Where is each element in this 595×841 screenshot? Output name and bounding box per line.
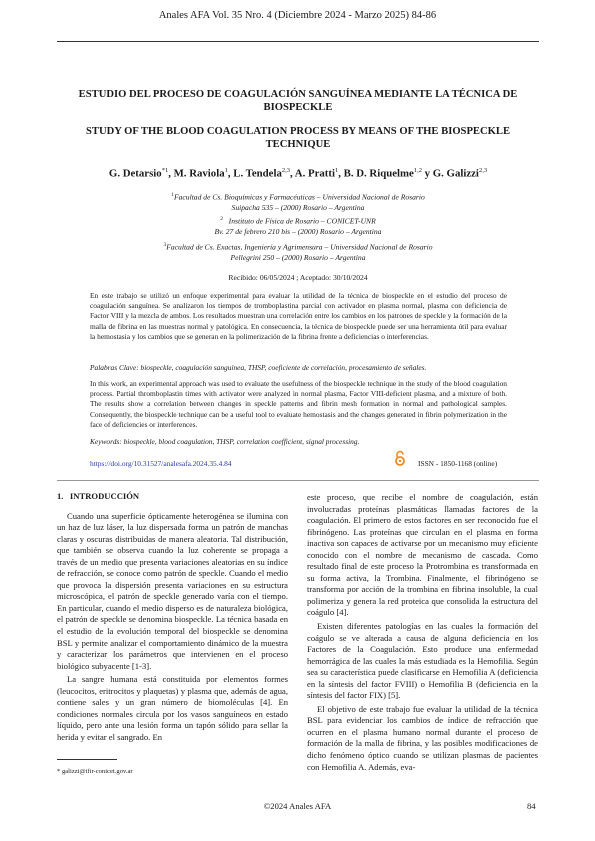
author-name: L. Tendela <box>233 167 282 180</box>
affiliation-1: $^1$Facultad de Cs. Bioquímicas y Farmacéuticas – Universidad Nacional de Rosario Suipacha 535 – (2000) Rosario – Argentina <box>171 192 425 212</box>
author-affiliation-mark: 1 <box>334 167 339 174</box>
section-heading: 1. INTRODUCCIÓN <box>57 491 140 501</box>
journal-header: Anales AFA Vol. 35 Nro. 4 (Diciembre 2024 - Marzo 2025) 84-86 <box>158 10 437 21</box>
paragraph: este proceso, que recibe el nombre de coagulación, están involucradas proteínas plasmáticas llamadas factores de la coagulación. El primero de estos factores en ser reconocido fue el fibrinógeno. Las proteínas que circulan en el plasma en forma inactiva son capaces de activarse por un mecanismo muy eficiente conocido con el nombre de mecanismo de cascada. Como resultado final de este proceso la Protrombina es transformada en su forma activa, la Trombina. Finalmente, el fibrinógeno se transforma por acción de la trombina en fibrina insoluble, la cual polimeriza y genera la red proteica que consolida la estructura del coágulo [4]. <box>307 492 538 618</box>
issn: ISSN - 1850-1168 (online) <box>418 459 498 468</box>
abstract-english: In this work, an experimental approach was used to evaluate the usefulness of the biospeckle technique in the study of the blood coagulation process. Partial thromboplastin times with activator were analyzed in normal plasma, Factor VIII-deficient plasma, and a mixture of both. The results show a correlation between changes in speckle patterns and fibrin mesh formation in normal and pathological samples. Consequently, the biospeckle technique can be a useful tool to evaluate hemostasis and the changes generated in fibrin polymerization in the face of deficiencies or interferences. <box>90 379 507 429</box>
paragraph: La sangre humana está constituida por elementos formes (leucocitos, eritrocitos y plaquetas) y plasma que, además de agua, contiene sales y un gran número de biomoléculas [4]. En condiciones normales circula por los vasos sanguíneos en estado líquido, pero ante una lesión forma un tapón sólido para sellar la herida y evitar el sangrado. En <box>57 674 288 742</box>
author-name: A. Pratti <box>294 167 335 180</box>
keywords-english: Keywords: biospeckle, blood coagulation, THSP, correlation coefficient, signal processing. <box>90 437 360 446</box>
footnote-rule <box>57 759 117 760</box>
doi-link[interactable]: https://doi.org/10.31527/analesafa.2024.35.4.84 <box>90 459 232 468</box>
abstract-spanish: En este trabajo se utilizó un enfoque experimental para evaluar la utilidad de la técnica de biospeckle en el estudio del proceso de coagulación sanguínea. Se analizaron los tiempos de tromboplastina parcial con activador en plasma normal, plasma con deficiencia de Factor VIII y la mezcla de ambos. Los resultados muestran una correlación entre los cambios en los patrones de speckle y la formación de la malla de fibrina en las muestras normal y patológica. En consecuencia, la técnica de biospeckle puede ser una herramienta útil para evaluar la hemostasia y los cambios que se generan en la polimerización de la fibrina frente a deficiencias o interferencias. <box>90 291 507 341</box>
paragraph: Cuando una superficie ópticamente heterogénea se ilumina con un haz de luz láser, la luz dispersada forma un patrón de manchas claras y oscuras distribuidas de manera aleatoria. Tal distribución, que también se observa cuando la luz coherente se propaga a través de un medio que presenta variaciones aleatorias en su índice de refracción, se conoce como patrón de speckle. Cuando el medio que provoca la dispersión presenta variaciones en su estructura microscópica, el patrón de speckle generado varía con el tiempo. En particular, cuando el medio disperso es de naturaleza biológica, el patrón de speckle se denomina biospeckle. La técnica basada en el estudio de la evolución temporal del biospeckle se denomina BSL y permite analizar el comportamiento dinámico de la muestra y caracterizar los parámetros que intervienen en el proceso biológico subyacente [1-3]. <box>57 510 288 671</box>
affiliation-3: $^3$Facultad de Cs. Exactas, Ingeniería y Agrimensura – Universidad Nacional de Rosario Pellegrini 250 – (2000) Rosario – Argentina <box>163 242 433 262</box>
open-access-lock-icon <box>394 450 406 466</box>
author-affiliation-mark: *1 <box>161 167 169 174</box>
left-column <box>57 491 288 743</box>
author-affiliation-mark: 2,3 <box>281 167 290 174</box>
keywords-spanish: Palabras Clave: biospeckle, coagulación sanguínea, THSP, coeficiente de correlación, procesamiento de señales. <box>90 363 427 372</box>
title-english: STUDY OF THE BLOOD COAGULATION PROCESS BY MEANS OF THE BIOSPECKLE TECHNIQUE <box>85 126 511 150</box>
copyright-footer: ©2024 Anales AFA <box>263 801 332 811</box>
author-affiliation-mark: 1 <box>224 167 228 174</box>
author-list <box>57 167 539 180</box>
author-separator: , <box>168 167 174 180</box>
author-separator: , <box>289 167 295 180</box>
right-column <box>307 492 538 773</box>
affiliation-2: $^2$ Instituto de Física de Rosario – CONICET-UNR Bv. 27 de febrero 210 bis – (2000) Rosario – Argentina <box>214 216 382 236</box>
paragraph: El objetivo de este trabajo fue evaluar la utilidad de la técnica BSL para evidenciar los cambios de índice de refracción que ocurren en el plasma humano normal durante el proceso de formación de la malla de fibrina, y las posibles modificaciones de dicho fenómeno óptico cuando se utilizan plasmas de pacientes con Hemofilia A. Además, eva- <box>307 703 538 772</box>
paragraph: Existen diferentes patologías en las cuales la formación del coágulo se ve alterada a causa de alguna deficiencia en los Factores de la Coagulación. Esto produce una enfermedad hemorrágica de las cuales la más estudiada es la Hemofilia. Según sea su característica puede clasificarse en Hemofilia A (deficiencia en la síntesis del factor FVIII) o Hemofilia B (deficiencia en la síntesis del factor FIX) [5]. <box>307 621 538 701</box>
author-name: B. D. Riquelme <box>343 167 414 180</box>
header-rule <box>57 41 539 42</box>
author-separator: , <box>227 167 234 180</box>
author-name: M. Raviola <box>173 167 225 180</box>
title-spanish: ESTUDIO DEL PROCESO DE COAGULACIÓN SANGUÍNEA MEDIANTE LA TÉCNICA DE BIOSPECKLE <box>78 89 518 113</box>
author-affiliation-mark: 1,2 <box>413 167 422 174</box>
author-name: G. Galizzi <box>432 167 479 180</box>
author-separator: , <box>338 167 344 180</box>
section-divider <box>57 480 539 481</box>
author-affiliation-mark: 2,3 <box>478 167 488 174</box>
page-number: 84 <box>527 801 536 811</box>
author-separator: y <box>421 167 433 180</box>
corresponding-author-email: * galizzi@ifir-conicet.gov.ar <box>57 768 133 775</box>
received-accepted-dates: Recibido: 06/05/2024 ; Aceptado: 30/10/2024 <box>228 273 368 282</box>
author-name: G. Detarsio <box>108 167 162 180</box>
